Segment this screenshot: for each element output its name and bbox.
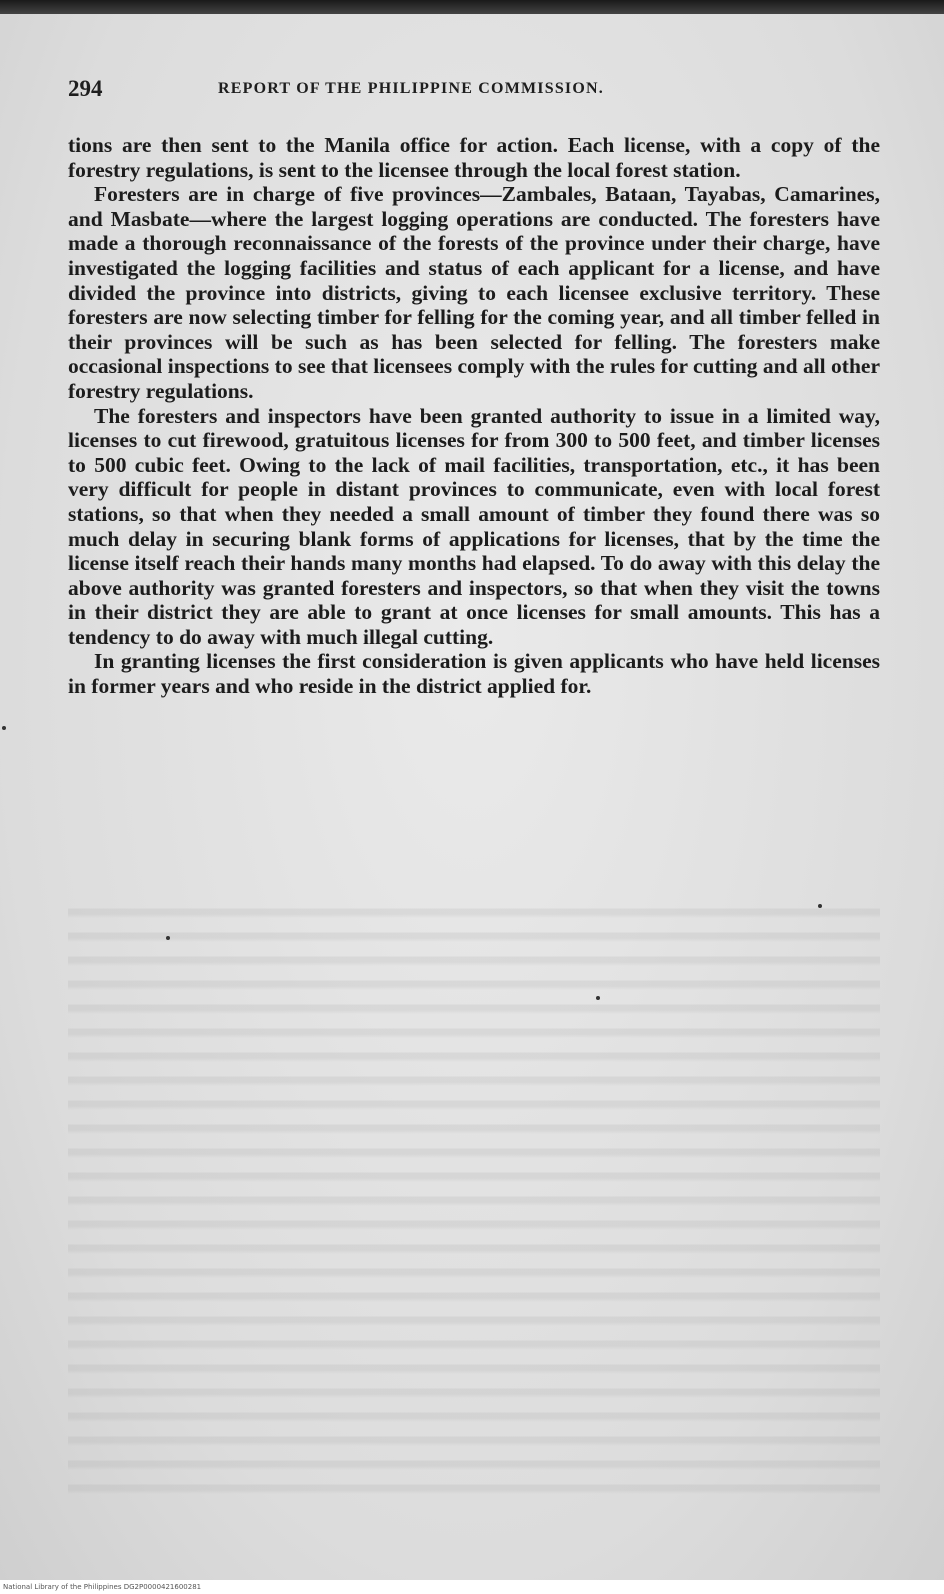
body-text bbox=[68, 133, 880, 699]
ink-speck bbox=[2, 726, 6, 730]
paragraph-2: Foresters are in charge of five provinces—Zambales, Bataan, Tayabas, Camarines, and Masbate—where the largest logging operations are conducted. The foresters have made a thorough reconnaissance of the forests of the province under their charge, have investigated the logging facilities and status of each applicant for a license, and have divided the province into districts, giving to each licensee exclusive territory. These foresters are now selecting timber for felling for the coming year, and all timber felled in their provinces will be such as has been selected for felling. The foresters make occasional inspections to see that licensees comply with the rules for cutting and all other forestry regulations. bbox=[68, 182, 880, 403]
paragraph-1: tions are then sent to the Manila office for action. Each license, with a copy of the forestry regulations, is sent to the licensee through the local forest station. bbox=[68, 133, 880, 182]
scan-footer: National Library of the Philippines DG2P0000421600281 bbox=[0, 1580, 944, 1594]
paragraph-3: The foresters and inspectors have been granted authority to issue in a limited way, licenses to cut firewood, gratuitous licenses for from 300 to 500 feet, and timber licenses to 500 cubic feet. Owing to the lack of mail facilities, transportation, etc., it has been very difficult for people in distant provinces to communicate, even with local forest stations, so that when they needed a small amount of timber they found there was so much delay in securing blank forms of applications for licenses, that by the time the license itself reach their hands many months had elapsed. To do away with this delay the above authority was granted foresters and inspectors, so that when they visit the towns in their district they are able to grant at once licenses for small amounts. This has a tendency to do away with much illegal cutting. bbox=[68, 403, 880, 649]
document-page bbox=[0, 14, 944, 1580]
ink-speck bbox=[596, 996, 600, 1000]
reverse-side-bleed-through bbox=[68, 894, 880, 1494]
ink-speck bbox=[818, 904, 822, 908]
ink-speck bbox=[166, 936, 170, 940]
page-number: 294 bbox=[68, 76, 103, 101]
page-header bbox=[68, 76, 878, 106]
running-head: REPORT OF THE PHILIPPINE COMMISSION. bbox=[218, 80, 604, 97]
paragraph-4: In granting licenses the first consideration is given applicants who have held licenses in former years and who reside in the district applied for. bbox=[68, 649, 880, 699]
